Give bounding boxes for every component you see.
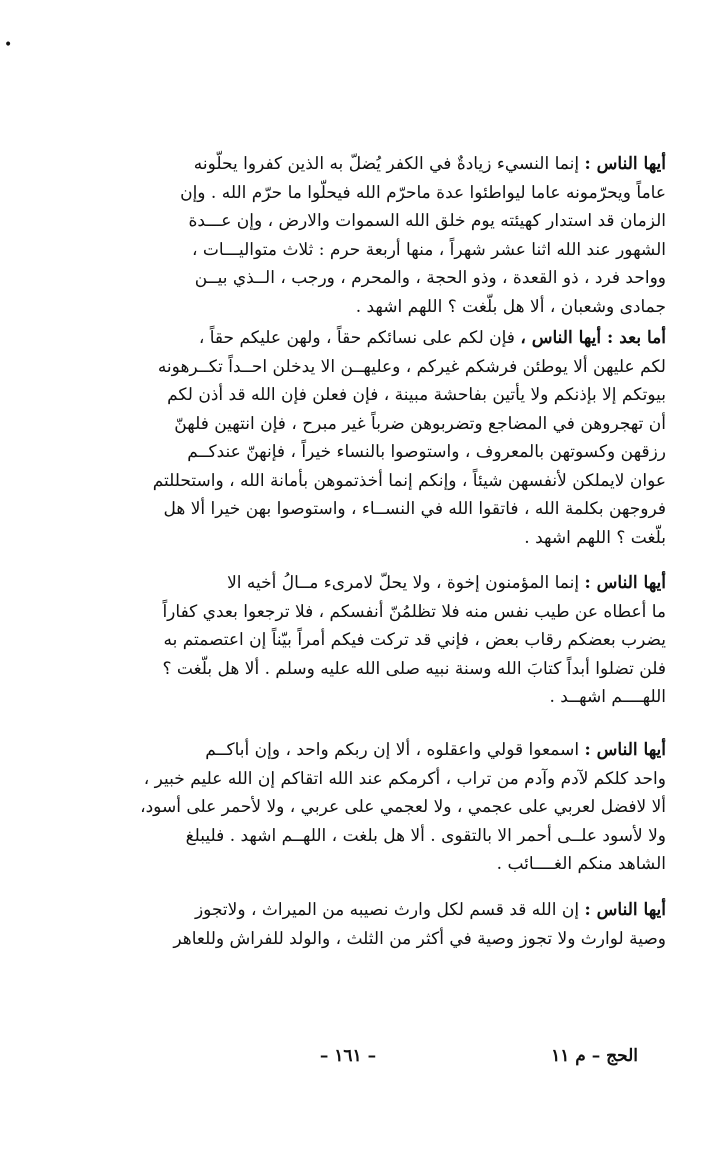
paragraph-2	[30, 324, 666, 552]
paragraph-1	[30, 150, 666, 321]
text-line: لكم عليهن ألا يوطئن فرشكم غيركم ، وعليهــن الا يدخلن احــداً تكــرهونه	[157, 356, 666, 377]
text-line: أيها الناس : إنما النسيء زيادةٌ في الكفر يُضلّ به الذين كفروا يحلّونه	[193, 154, 666, 174]
page-footer	[30, 1046, 666, 1074]
text-line: وواحد فرد ، ذو القعدة ، وذو الحجة ، والمحرم ، ورجب ، الــذي بيــن	[194, 268, 666, 288]
paragraph-lead: أيها الناس :	[584, 573, 666, 593]
paragraph-5	[30, 896, 666, 953]
text-line: ألا لافضل لعربي على عجمي ، ولا لعجمي على عربي ، ولا لأحمر على أسود،	[140, 797, 666, 817]
page-number: – ١٦١ –	[319, 1046, 377, 1066]
text-line: الشاهد منكم الغــــائب .	[496, 854, 666, 874]
text-line: عاماً ويحرّمونه عاما ليواطئوا عدة ماحرّم الله فيحلّوا ما حرّم الله . وإن	[180, 182, 666, 203]
text-line: أيها الناس : اسمعوا قولي واعقلوه ، ألا إن ربكم واحد ، وإن أباكــم	[205, 740, 666, 760]
paragraph-lead: أيها الناس :	[584, 900, 666, 920]
text-line: أيها الناس : إن الله قد قسم لكل وارث نصيبه من الميراث ، ولاتجوز	[194, 900, 666, 920]
text-line: بيوتكم إلا بإذنكم ولا يأتين بفاحشة مبينة ، فإن فعلن فإن الله قد أذن لكم	[167, 385, 666, 405]
paragraph-lead: أما بعد : أيها الناس ،	[520, 328, 666, 348]
paragraph-lead: أيها الناس :	[584, 740, 666, 760]
text-line: جمادى وشعبان ، ألا هل بلّغت ؟ اللهم اشهد .	[355, 296, 666, 317]
text-line: أن تهجروهن في المضاجع وتضربوهن ضرباً غير مبرح ، فإن انتهين فلهنّ	[174, 413, 666, 434]
text-line: أيها الناس : إنما المؤمنون إخوة ، ولا يحلّ لامرىء مــالُ أخيه الا	[227, 573, 666, 593]
text-line: واحد كلكم لآدم وآدم من تراب ، أكرمكم عند الله اتقاكم إن الله عليم خبير ،	[143, 768, 666, 789]
paragraph-4	[30, 736, 666, 879]
paragraph-3	[30, 569, 666, 712]
text-line: ولا لأسود علــى أحمر الا بالتقوى . ألا هل بلغت ، اللهــم اشهد . فليبلغ	[185, 825, 666, 846]
text-line: وصية لوارث ولا تجوز وصية في أكثر من الثلث ، والولد للفراش وللعاهر	[173, 928, 666, 949]
text-line: الشهور عند الله اثنا عشر شهراً ، منها أربعة حرم : ثلاث متواليـــات ،	[191, 239, 666, 260]
text-line: الزمان قد استدار كهيئته يوم خلق الله السموات والارض ، وإن عـــدة	[188, 211, 666, 231]
text-line: عوان لايملكن لأنفسهن شيئاً ، وإنكم إنما أخذتموهن بأمانة الله ، واستحللتم	[152, 470, 666, 491]
text-line: ما أعطاه عن طيب نفس منه فلا تظلمُنّ أنفسكم ، فلا ترجعوا بعدي كفاراً	[162, 601, 666, 622]
footer-section-label: الحج – م ١١	[551, 1046, 638, 1066]
text-line: فلن تضلوا أبداً كتابَ الله وسنة نبيه صلى الله عليه وسلم . ألا هل بلّغت ؟	[162, 658, 666, 679]
text-line: بلّغت ؟ اللهم اشهد .	[524, 527, 666, 548]
text-line: اللهــــم اشهــد .	[549, 687, 666, 707]
text-line: يضرب بعضكم رقاب بعض ، فإني قد تركت فيكم أمراً بيّناً إن اعتصمتم به	[163, 630, 666, 650]
page-corner-mark: •	[4, 37, 13, 53]
text-line: فروجهن بكلمة الله ، فاتقوا الله في النســاء ، واستوصوا بهن خيرا ألا هل	[163, 499, 666, 519]
text-line: رزقهن وكسوتهن بالمعروف ، واستوصوا بالنساء خيراً ، فإنهنّ عندكــم	[187, 442, 666, 462]
text-line: أما بعد : أيها الناس ، فإن لكم على نسائكم حقاً ، ولهن عليكم حقاً ،	[198, 328, 666, 348]
paragraph-lead: أيها الناس :	[584, 154, 666, 174]
